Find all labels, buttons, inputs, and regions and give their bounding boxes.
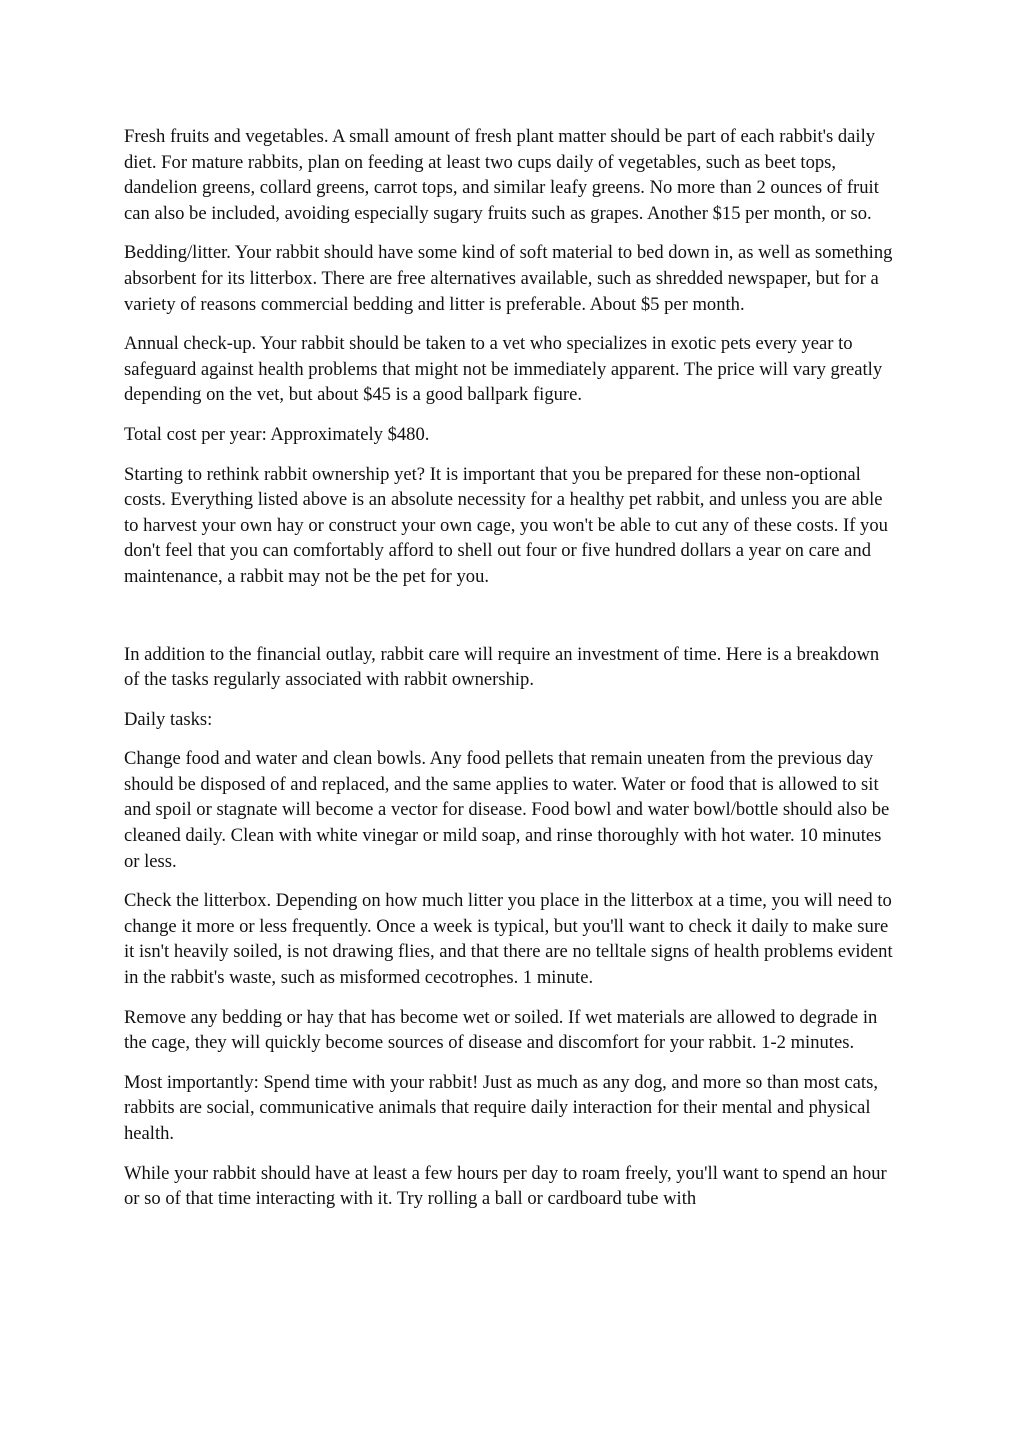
paragraph-roam-freely: While your rabbit should have at least a few hours per day to roam freely, you'll want to spend an hour or so of that time interacting with it. Try rolling a ball or cardboard tube with xyxy=(124,1162,887,1210)
paragraph-daily-tasks-heading: Daily tasks: xyxy=(124,708,213,730)
paragraph-change-food-water: Change food and water and clean bowls. Any food pellets that remain uneaten from the previous day should be disposed of and replaced, and the same applies to water. Water or food that is allowed to sit and spoil or stagnate will become a vector for disease. Food bowl and water bowl/bottle should also be cleaned daily. Clean with white vinegar or mild soap, and rinse thoroughly with hot water. 10 minutes or less. xyxy=(124,748,890,872)
paragraph-time-investment: In addition to the financial outlay, rabbit care will require an investment of time. Here is a breakdown of the tasks regularly associated with rabbit ownership. xyxy=(124,643,880,691)
paragraph-spend-time: Most importantly: Spend time with your rabbit! Just as much as any dog, and more so than most cats, rabbits are social, communicative animals that require daily interaction for their mental and physical health. xyxy=(124,1071,878,1144)
paragraph-rethink-ownership: Starting to rethink rabbit ownership yet? It is important that you be prepared for these non-optional costs. Everything listed above is an absolute necessity for a healthy pet rabbit, and unless you are able to harvest your own hay or construct your own cage, you won't be able to cut any of these costs. If you don't feel that you can comfortably afford to shell out four or five hundred dollars a year on care and maintenance, a rabbit may not be the pet for you. xyxy=(124,463,888,587)
paragraph-fresh-fruits: Fresh fruits and vegetables. A small amount of fresh plant matter should be part of each rabbit's daily diet. For mature rabbits, plan on feeding at least two cups daily of vegetables, such as beet tops, dandelion greens, collard greens, carrot tops, and similar leafy greens. No more than 2 ounces of fruit can also be included, avoiding especially sugary fruits such as grapes. Another $15 per month, or so. xyxy=(124,126,879,224)
paragraph-check-litterbox: Check the litterbox. Depending on how much litter you place in the litterbox at a time, you will need to change it more or less frequently. Once a week is typical, but you'll want to check it daily to make sure it isn't heavily soiled, is not drawing flies, and that there are no telltale signs of health problems evident in the rabbit's waste, such as misformed cecotrophes. 1 minute. xyxy=(124,890,893,989)
document-page xyxy=(124,124,899,1226)
paragraph-remove-bedding: Remove any bedding or hay that has become wet or soiled. If wet materials are allowed to degrade in the cage, they will quickly become sources of disease and discomfort for your rabbit. 1-2 minutes. xyxy=(124,1006,878,1054)
paragraph-bedding-litter: Bedding/litter. Your rabbit should have some kind of soft material to bed down in, as well as something absorbent for its litterbox. There are free alternatives available, such as shredded newspaper, but for a variety of reasons commercial bedding and litter is preferable. About $5 per month. xyxy=(124,242,893,315)
paragraph-annual-checkup: Annual check-up. Your rabbit should be taken to a vet who specializes in exotic pets every year to safeguard against health problems that might not be immediately apparent. The price will vary greatly depending on the vet, but about $45 is a good ballpark figure. xyxy=(124,333,883,406)
paragraph-total-cost: Total cost per year: Approximately $480. xyxy=(124,423,430,445)
